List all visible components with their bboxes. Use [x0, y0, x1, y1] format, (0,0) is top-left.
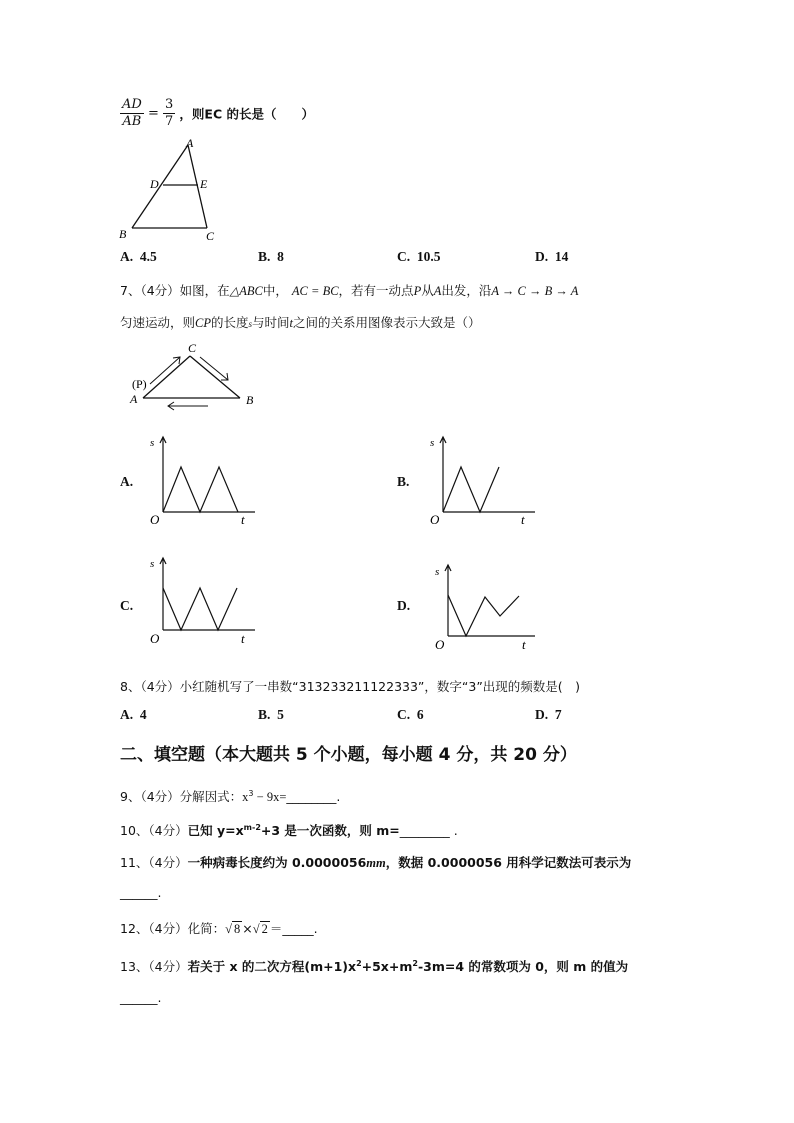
axis-s: s	[150, 558, 155, 570]
q7-option-a-label[interactable]: A.	[120, 474, 134, 489]
side-ab	[132, 145, 188, 228]
fraction-value	[163, 97, 175, 130]
fraction-value-denominator: 7	[165, 114, 174, 129]
q13-stem: 13、（4分）若关于 x 的二次方程$(m+1)x^2+5x+m^2-3m=4$ 的常数项为 0，则 m 的值为	[120, 958, 629, 974]
q8-option-c[interactable]: C. 6	[397, 707, 424, 722]
fraction-numerator: AD	[122, 97, 142, 112]
triangle-motion-figure	[128, 340, 268, 412]
q10-stem: 10、（4分）已知 $y=x^{m-2}+3$ 是一次函数，则 m=________ .	[120, 822, 458, 838]
q9-stem: 9、（4分）分解因式：$x^3$ − 9x=________.	[120, 788, 341, 804]
axis-t: t	[522, 637, 526, 652]
label-a: A	[186, 136, 194, 150]
graph-b-curve	[443, 467, 499, 512]
label-b: B	[246, 393, 254, 407]
q11-answer-blank[interactable]: ______	[120, 885, 158, 900]
label-c: C	[188, 341, 197, 355]
axis-t: t	[241, 512, 245, 527]
q7-graph-c[interactable]	[145, 553, 265, 648]
q8-option-a[interactable]: A. 4	[120, 707, 147, 722]
q8-stem: 8、（4分）小红随机写了一串数“313233211122333”，数字“3”出现的频数是( )	[120, 679, 581, 694]
q13-answer-line: ______.	[120, 990, 162, 1005]
arrow-a-to-c	[150, 357, 180, 384]
fraction-ad-ab	[120, 97, 144, 130]
q8-option-d[interactable]: D. 7	[535, 707, 562, 722]
sqrt-2: 2	[261, 922, 268, 936]
q12-stem: 12、（4分）化简：√ 8 ×√ 2 ＝_____.	[120, 921, 318, 936]
q7-graph-b[interactable]	[425, 432, 545, 527]
label-p: (P)	[132, 377, 147, 391]
q8-option-b[interactable]: B. 5	[258, 707, 284, 722]
q6-option-a[interactable]: A. 4.5	[120, 249, 157, 264]
q7-option-c-label[interactable]: C.	[120, 598, 134, 613]
q7-option-d-label[interactable]: D.	[397, 598, 411, 613]
origin-o: O	[150, 631, 160, 646]
label-a: A	[130, 392, 138, 406]
axis-s: s	[150, 437, 155, 449]
axis-t: t	[521, 512, 525, 527]
axis-s: s	[435, 566, 440, 578]
q9-answer-blank[interactable]: ________	[286, 789, 337, 804]
axis-s: s	[430, 437, 435, 449]
q6-stem-tail: ，则EC 的长是（ ）	[179, 106, 314, 122]
equals-sign: =	[147, 106, 159, 121]
q7-stem-line1: 7、（4分）如图，在△ABC中， AC = BC，若有一动点P从A出发，沿A → C → B → A	[120, 283, 579, 298]
label-d: D	[150, 177, 159, 191]
q6-option-b[interactable]: B. 8	[258, 249, 284, 264]
q11-stem: 11、（4分）一种病毒长度约为 0.0000056mm，数据 0.0000056 用科学记数法可表示为	[120, 855, 632, 870]
label-e: E	[200, 177, 208, 191]
graph-a-curve	[163, 467, 238, 512]
q7-graph-d[interactable]	[430, 560, 550, 652]
origin-o: O	[150, 512, 160, 527]
fraction-value-numerator: 3	[165, 97, 174, 112]
label-c: C	[206, 229, 215, 243]
origin-o: O	[430, 512, 440, 527]
q11-answer-line: ______.	[120, 885, 162, 900]
side-ac	[143, 356, 190, 398]
q6-option-d[interactable]: D. 14	[535, 249, 569, 264]
q7-stem-line2: 匀速运动，则CP的长度s与时间t之间的关系用图像表示大致是（）	[120, 315, 481, 330]
triangle-ade-figure	[112, 135, 232, 245]
q7-graph-a[interactable]	[145, 432, 265, 527]
q12-answer-blank[interactable]: _____	[282, 921, 314, 936]
axis-t: t	[241, 631, 245, 646]
graph-c-curve	[163, 588, 237, 630]
q6-stem	[120, 97, 314, 130]
side-cb	[190, 356, 240, 398]
graph-d-curve	[448, 595, 519, 636]
origin-o: O	[435, 637, 445, 652]
q7-option-b-label[interactable]: B.	[397, 474, 410, 489]
label-b: B	[119, 227, 127, 241]
q13-answer-blank[interactable]: ______	[120, 990, 158, 1005]
fraction-denominator: AB	[122, 114, 142, 129]
section-title-fill-in: 二、填空题（本大题共 5 个小题，每小题 4 分，共 20 分）	[120, 745, 577, 765]
q10-answer-blank[interactable]: ________	[399, 823, 450, 838]
q6-option-c[interactable]: C. 10.5	[397, 249, 441, 264]
sqrt-8: 8	[234, 922, 241, 936]
